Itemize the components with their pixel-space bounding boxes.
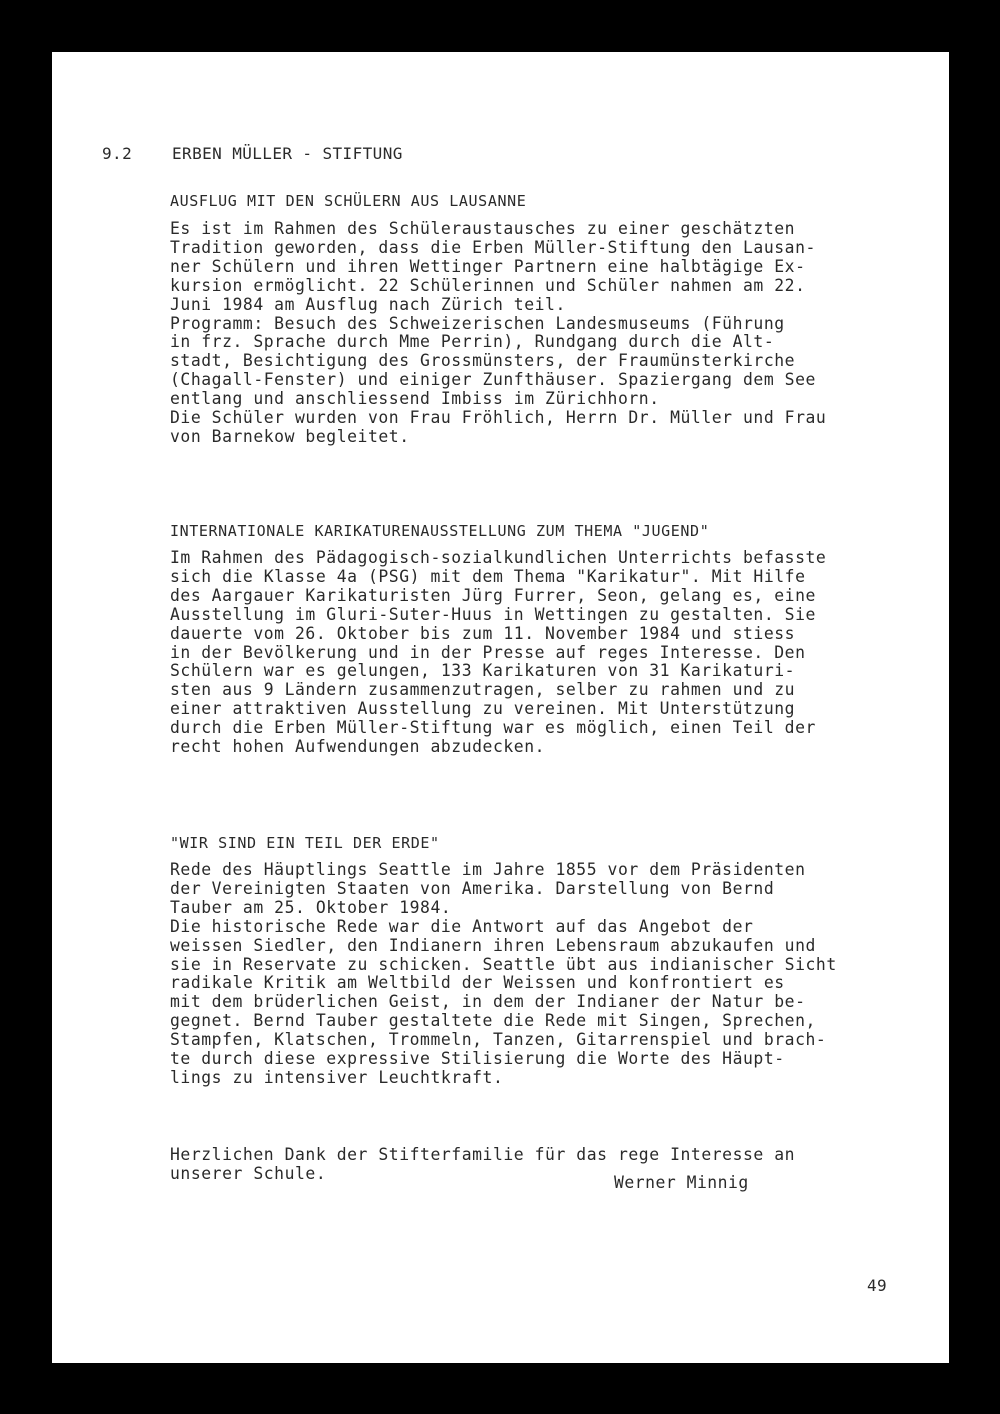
document-page — [52, 52, 949, 1363]
paragraph-ausflug: Es ist im Rahmen des Schüleraustausches zu einer geschätzten Tradition geworden, dass die Erben Müller-Stiftung den Lausan- ner Schülern und ihren Wettinger Partnern eine halbtägige Ex- kursion ermöglicht. 22 Schülerinnen und Schüler nahmen am 22. Juni 1984 am Ausflug nach Zürich teil. Programm: Besuch des Schweizerischen Landesmuseums (Führung in frz. Sprache durch Mme Perrin), Rundgang durch die Alt- stadt, Besichtigung des Grossmünsters, der Fraumünsterkirche (Chagall-Fenster) und einiger Zunfthäuser. Spaziergang dem See entlang und anschliessend Imbiss im Zürichhorn. Die Schüler wurden von Frau Fröhlich, Herrn Dr. Müller und Frau von Barnekow begleitet. — [170, 219, 827, 446]
heading-karikatur: INTERNATIONALE KARIKATURENAUSSTELLUNG ZUM THEMA "JUGEND" — [170, 522, 710, 540]
closing-thanks: Herzlichen Dank der Stifterfamilie für das rege Interesse an unserer Schule. — [170, 1145, 796, 1183]
paragraph-karikatur: Im Rahmen des Pädagogisch-sozialkundlichen Unterrichts befasste sich die Klasse 4a (PSG) mit dem Thema "Karikatur". Mit Hilfe des Aargauer Karikaturisten Jürg Furrer, Seon, gelang es, eine Ausstellung im Gluri-Suter-Huus in Wettingen zu gestalten. Sie dauerte vom 26. Oktober bis zum 11. November 1984 und stiess in der Bevölkerung und in der Presse auf reges Interesse. Den Schülern war es gelungen, 133 Karikaturen von 31 Karikaturi- sten aus 9 Ländern zusammenzutragen, selber zu rahmen und zu einer attraktiven Ausstellung zu vereinen. Mit Unterstützung durch die Erben Müller-Stiftung war es möglich, einen Teil der recht hohen Aufwendungen abzudecken. — [170, 548, 827, 757]
signature: Werner Minnig — [614, 1173, 749, 1192]
page-number: 49 — [867, 1276, 888, 1295]
section-number: 9.2 — [102, 144, 133, 163]
paragraph-erde: Rede des Häuptlings Seattle im Jahre 1855 vor dem Präsidenten der Vereinigten Staaten von Amerika. Darstellung von Bernd Tauber am 25. Oktober 1984. Die historische Rede war die Antwort auf das Angebot der weissen Siedler, den Indianern ihren Lebensraum abzukaufen und sie in Reservate zu schicken. Seattle übt aus indianischer Sicht radikale Kritik am Weltbild der Weissen und konfrontiert es mit dem brüderlichen Geist, in dem der Indianer der Natur be- gegnet. Bernd Tauber gestaltete die Rede mit Singen, Sprechen, Stampfen, Klatschen, Trommeln, Tanzen, Gitarrenspiel und brach- te durch diese expressive Stilisierung die Worte des Häupt- lings zu intensiver Leuchtkraft. — [170, 860, 837, 1087]
section-title: ERBEN MÜLLER - STIFTUNG — [172, 144, 403, 163]
heading-erde: "WIR SIND EIN TEIL DER ERDE" — [170, 834, 440, 852]
heading-ausflug: AUSFLUG MIT DEN SCHÜLERN AUS LAUSANNE — [170, 192, 527, 210]
